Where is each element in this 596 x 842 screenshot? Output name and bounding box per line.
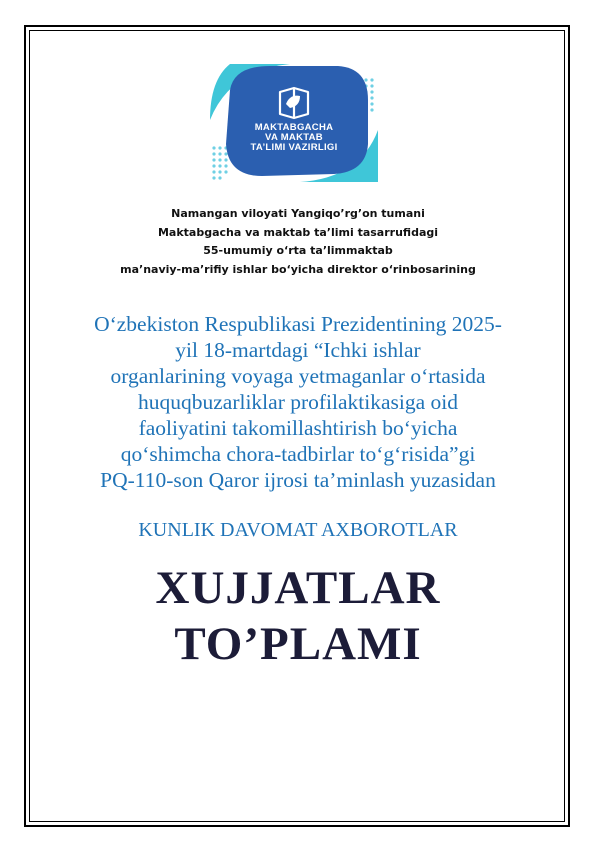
logo-text-line-1: MAKTABGACHA — [254, 122, 334, 133]
logo-text-line-3: TA’LIMI VAZIRLIGI — [250, 142, 338, 153]
title-line-1: O‘zbekiston Respublikasi Prezidentining 2025- — [94, 312, 502, 336]
document-subtitle: KUNLIK DAVOMAT AXBOROTLAR — [138, 519, 458, 541]
title-line-7: PQ-110-son Qaror ijrosi ta’minlash yuzasidan — [100, 468, 496, 492]
header-line-4: ma’naviy-ma’rifiy ishlar bo‘yicha direktor o‘rinbosarining — [120, 262, 476, 276]
title-line-2: yil 18-martdagi “Ichki ishlar — [175, 338, 421, 362]
logo-text-line-2: VA MAKTAB — [265, 132, 323, 143]
big-title-line-1: XUJJATLAR — [155, 562, 441, 614]
header-line-3: 55-umumiy o‘rta ta’limmaktab — [203, 244, 393, 257]
school-header — [60, 205, 536, 279]
header-line-2: Maktabgacha va maktab ta’limi tasarrufidagi — [157, 225, 439, 239]
decree-title — [60, 311, 536, 493]
ministry-logo — [210, 60, 378, 182]
title-line-6: qo‘shimcha chora-tadbirlar to‘g‘risida”gi — [120, 442, 476, 466]
title-line-5: faoliyatini takomillashtirish bo‘yicha — [138, 416, 458, 440]
collection-title — [40, 560, 556, 672]
logo-graphic — [210, 60, 378, 182]
header-line-1: Namangan viloyati Yangiqo’rg’on tumani — [171, 207, 425, 220]
title-line-3: organlarining voyaga yetmaganlar o‘rtasida — [110, 364, 486, 388]
big-title-line-2: TO’PLAMI — [174, 618, 422, 670]
title-line-4: huquqbuzarliklar profilaktikasiga oid — [137, 390, 459, 414]
